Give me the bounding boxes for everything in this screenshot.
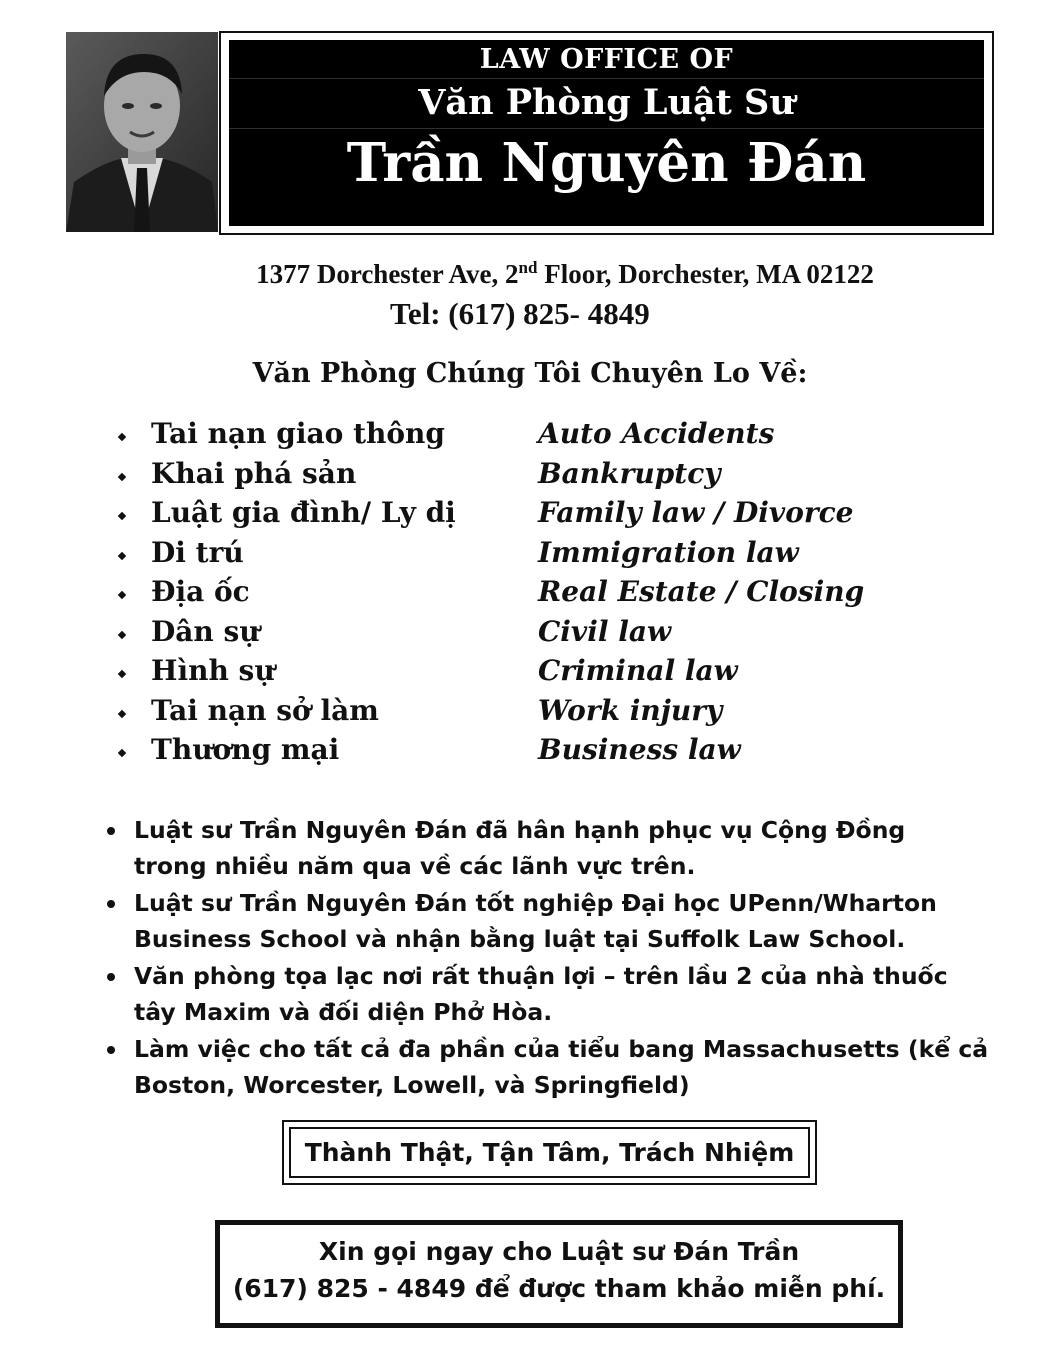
info-line-1: Luật sư Trần Nguyên Đán tốt nghiệp Đại học UPenn/Wharton [134, 889, 937, 917]
specialty-en: Auto Accidents [538, 417, 775, 450]
diamond-bullet-icon [118, 670, 126, 678]
specialty-item [110, 457, 1010, 497]
specialty-vi: Tai nạn giao thông [151, 417, 445, 450]
attorney-name: Trần Nguyên Đán [346, 132, 867, 194]
specialty-vi: Tai nạn sở làm [151, 693, 379, 727]
diamond-bullet-icon [118, 472, 126, 480]
office-phone: Tel: (617) 825- 4849 [390, 296, 650, 331]
specialty-vi: Thương mại [151, 733, 340, 766]
specialty-vi: Địa ốc [151, 575, 250, 608]
banner-divider [229, 78, 984, 79]
bullet-dot-icon [107, 973, 115, 981]
diamond-bullet-icon [118, 630, 126, 638]
bullet-dot-icon [107, 900, 115, 908]
motto-text: Thành Thật, Tận Tâm, Trách Nhiệm [289, 1127, 810, 1178]
info-list [100, 812, 1000, 1104]
specialty-item [110, 694, 1010, 734]
info-line-2: trong nhiều năm qua về các lãnh vực trên. [134, 852, 696, 880]
specialty-vi: Di trú [151, 535, 244, 569]
cta-line-1: Xin gọi ngay cho Luật sư Đán Trần [318, 1237, 800, 1266]
address-ordinal: nd [518, 258, 538, 277]
info-line-1: Luật sư Trần Nguyên Đán đã hân hạnh phục vụ Cộng Đồng [134, 816, 906, 844]
specialty-en: Family law / Divorce [538, 496, 854, 529]
attorney-photo [66, 32, 218, 232]
diamond-bullet-icon [118, 551, 126, 559]
specialty-vi: Luật gia đình/ Ly dị [151, 496, 456, 529]
specialty-en: Civil law [538, 614, 672, 648]
info-line-2: tây Maxim và đối diện Phở Hòa. [134, 998, 553, 1026]
info-item [100, 885, 1000, 957]
info-line-2: Boston, Worcester, Lowell, và Springfield) [134, 1071, 690, 1099]
specialty-en: Business law [538, 733, 741, 766]
cta-line-2: (617) 825 - 4849 để được tham khảo miễn phí. [232, 1274, 886, 1303]
info-item [100, 958, 1000, 1030]
specialty-en: Criminal law [538, 654, 738, 687]
specialty-item [110, 575, 1010, 615]
info-item [100, 812, 1000, 884]
specialties-heading: Văn Phòng Chúng Tôi Chuyên Lo Về: [252, 358, 808, 389]
specialty-vi: Khai phá sản [151, 456, 357, 490]
header-banner [229, 40, 984, 226]
info-line-1: Văn phòng tọa lạc nơi rất thuận lợi – trên lầu 2 của nhà thuốc [134, 962, 948, 990]
specialty-en: Bankruptcy [538, 456, 721, 490]
call-to-action-box [215, 1220, 903, 1328]
specialty-vi: Hình sự [151, 654, 275, 687]
specialties-list [110, 417, 1010, 773]
motto-box [282, 1120, 817, 1185]
specialty-en: Immigration law [538, 535, 799, 569]
specialty-vi: Dân sự [151, 614, 260, 648]
diamond-bullet-icon [118, 591, 126, 599]
address-end: Floor, Dorchester, MA 02122 [537, 259, 874, 289]
diamond-bullet-icon [118, 709, 126, 717]
diamond-bullet-icon [118, 433, 126, 441]
specialty-en: Work injury [538, 693, 723, 727]
bullet-dot-icon [107, 827, 115, 835]
specialty-item [110, 417, 1010, 457]
office-address [0, 258, 1050, 290]
specialty-item [110, 496, 1010, 536]
specialty-en: Real Estate / Closing [538, 575, 865, 608]
info-line-2: Business School và nhận bằng luật tại Suffolk Law School. [134, 925, 906, 953]
specialty-item [110, 654, 1010, 694]
banner-office-vi: Văn Phòng Luật Sư [418, 82, 795, 123]
info-item [100, 1031, 1000, 1103]
info-line-1: Làm việc cho tất cả đa phần của tiểu bang Massachusetts (kể cả [134, 1035, 989, 1063]
specialty-item [110, 536, 1010, 576]
address-start: 1377 Dorchester Ave, 2 [256, 259, 519, 289]
diamond-bullet-icon [118, 512, 126, 520]
banner-law-office: LAW OFFICE OF [479, 44, 734, 75]
banner-divider [229, 128, 984, 129]
specialty-item [110, 615, 1010, 655]
diamond-bullet-icon [118, 749, 126, 757]
bullet-dot-icon [107, 1046, 115, 1054]
specialty-item [110, 733, 1010, 773]
